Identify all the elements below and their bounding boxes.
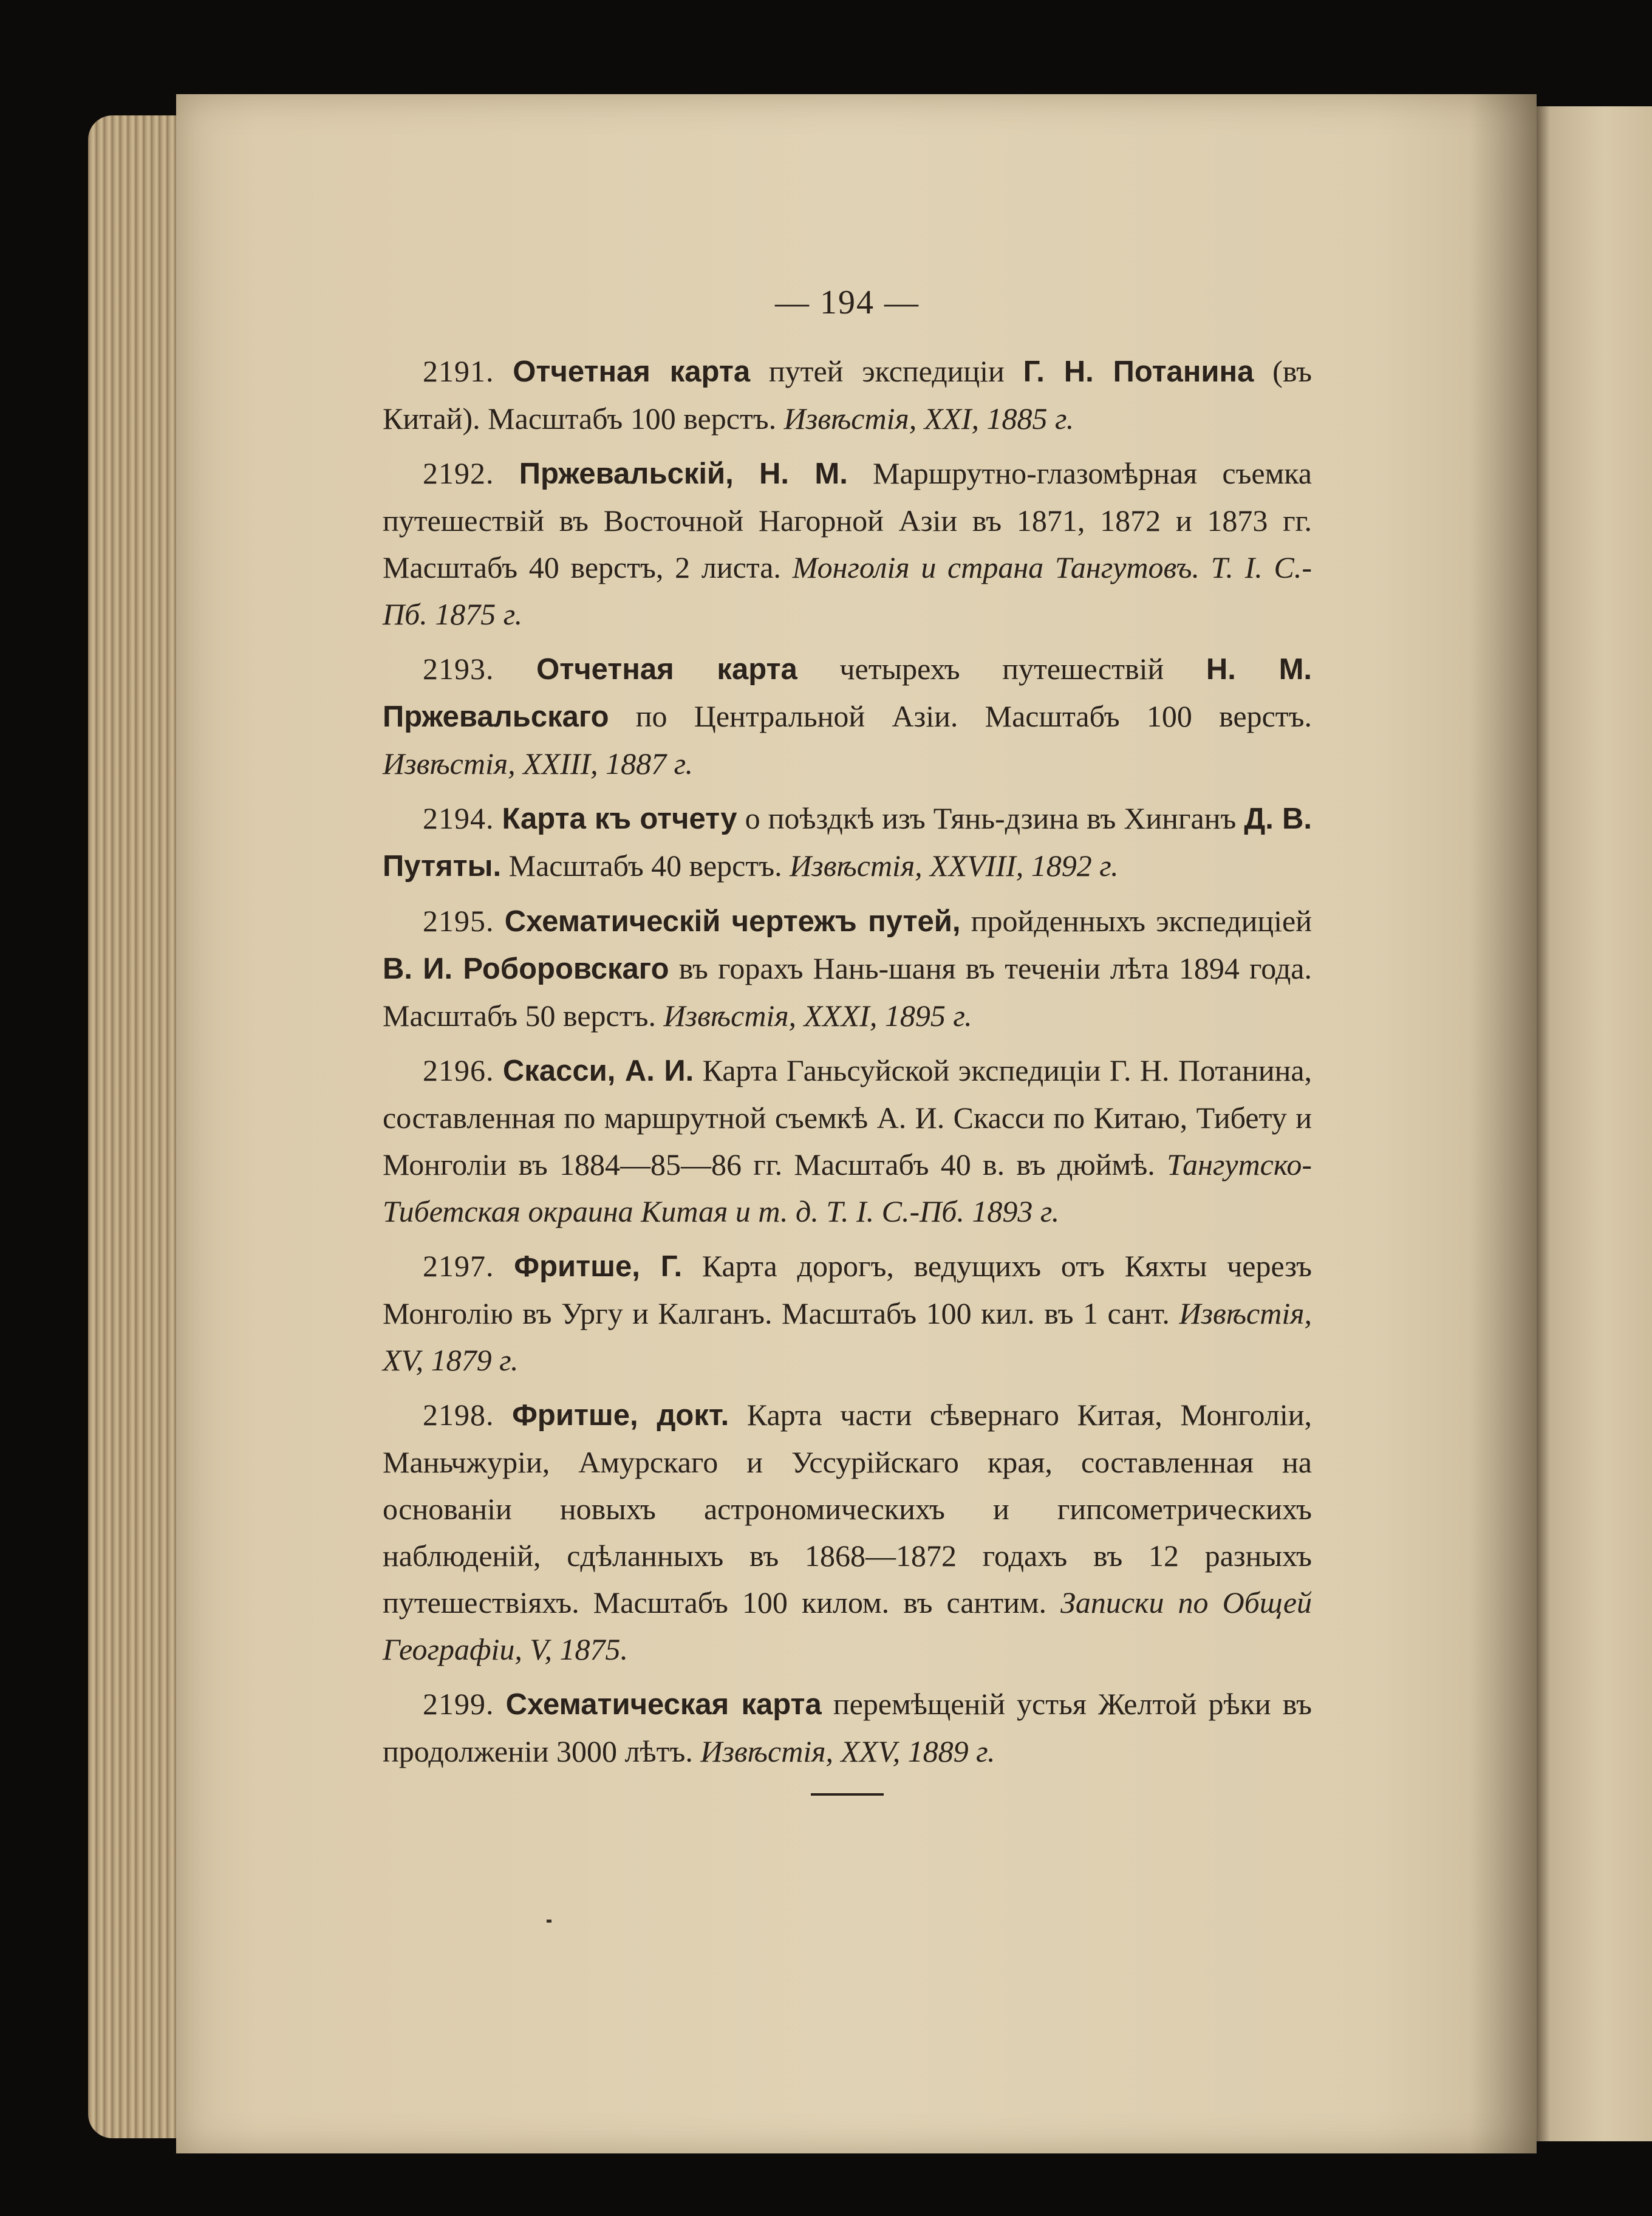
entry-2191: [383, 348, 1312, 442]
entry-text: путей экспедиціи: [768, 354, 1005, 388]
entry-author: Д. В. Путяты.: [383, 802, 1312, 883]
entry-number: 2197.: [423, 1249, 494, 1283]
entry-number: 2194.: [423, 801, 494, 835]
entry-source: Монголія и страна Тангутовъ. Т. І. С.-Пб. 1875 г.: [383, 550, 1312, 631]
entry-source: Извѣстія, XXXI, 1895 г.: [663, 999, 972, 1033]
entry-author: В. И. Роборовскаго: [383, 952, 669, 985]
entry-author: Пржевальскій, Н. М.: [519, 457, 848, 490]
entry-2196: [383, 1047, 1312, 1235]
entry-number: 2192.: [423, 456, 494, 490]
entry-2195: [383, 898, 1312, 1039]
entry-text: Маршрутно-глазомѣрная съемка путешествій въ Восточной Нагорной Азіи въ 1871, 1872 и 1873 гг. Масштабъ 40 верстъ, 2 листа.: [383, 456, 1312, 584]
entry-number: 2195.: [423, 904, 494, 938]
entry-title: Отчетная карта: [536, 653, 797, 686]
entry-number: 2199.: [423, 1687, 494, 1721]
entry-text: (въ Китай). Масштабъ 100 верстъ.: [383, 354, 1312, 436]
entry-2194: [383, 795, 1312, 890]
closing-rule: [811, 1793, 884, 1796]
entry-author: Фритше, докт.: [512, 1399, 729, 1432]
entry-title: Карта къ отчету: [502, 802, 737, 835]
entry-text: по Центральной Азіи. Масштабъ 100 верстъ.: [635, 699, 1312, 733]
entry-number: 2193.: [423, 652, 494, 686]
entry-text: Карта Ганьсуйской экспедиціи Г. Н. Потанина, составленная по маршрутной съемкѣ А. И. Скасси по Китаю, Тибету и Монголіи въ 1884—85—86 гг. Масштабъ 40 в. въ дюймѣ.: [383, 1053, 1312, 1182]
entry-2197: [383, 1243, 1312, 1384]
gutter-shadow: [1470, 94, 1537, 2153]
entry-text: перемѣщеній устья Желтой рѣки въ продолженіи 3000 лѣтъ.: [383, 1687, 1312, 1768]
entry-source: Тангутско-Тибетская окраина Китая и т. д. Т. I. С.-Пб. 1893 г.: [383, 1147, 1312, 1228]
entry-text: Карта дорогъ, ведущихъ отъ Кяхты черезъ Монголію въ Ургу и Калганъ. Масштабъ 100 кил. въ 1 сант.: [383, 1249, 1312, 1330]
entry-2198: [383, 1392, 1312, 1673]
entry-text: о поѣздкѣ изъ Тянь-дзина въ Хинганъ: [745, 801, 1237, 835]
entry-title: Схематическій чертежъ путей,: [504, 905, 961, 938]
page-text: [383, 279, 1312, 1796]
entry-title: Схематическая карта: [505, 1688, 822, 1721]
entry-number: 2196.: [423, 1053, 494, 1087]
entry-2199: [383, 1681, 1312, 1775]
entry-text: въ горахъ Нань-шаня въ теченіи лѣта 1894 года. Масштабъ 50 верстъ.: [383, 951, 1312, 1033]
entry-source: Извѣстія, XXV, 1889 г.: [700, 1734, 995, 1768]
entry-author: Фритше, Г.: [514, 1250, 683, 1283]
entry-number: 2198.: [423, 1398, 494, 1432]
entry-text: четырехъ путешествій: [839, 652, 1164, 686]
entry-source: Извѣстія, XXVIII, 1892 г.: [790, 849, 1119, 883]
entry-author: Скасси, А. И.: [502, 1055, 694, 1087]
entry-source: Извѣстія, XXI, 1885 г.: [783, 402, 1074, 436]
entry-2192: [383, 450, 1312, 638]
entry-source: Извѣстія, XXIII, 1887 г.: [383, 747, 693, 781]
entry-author: Г. Н. Потанина: [1023, 355, 1254, 388]
entry-text: Масштабъ 40 верстъ.: [508, 849, 782, 883]
page-number: — 194 —: [775, 284, 920, 321]
entry-text: Карта части сѣвернаго Китая, Монголіи, Маньчжуріи, Амурскаго и Уссурійскаго края, составленная на основаніи новыхъ астрономическихъ и гипсометрическихъ наблюденій, сдѣланныхъ въ 1868—1872 годахъ въ 12 разныхъ путешествіяхъ. Масштабъ 100 килом. въ сантим.: [383, 1398, 1312, 1619]
entry-title: Отчетная карта: [513, 355, 751, 388]
entry-2193: [383, 646, 1312, 787]
entry-source: Записки по Общей Географіи, V, 1875.: [383, 1585, 1312, 1666]
ink-speck: [547, 1920, 551, 1923]
entry-author: Н. М. Пржевальскаго: [383, 653, 1312, 733]
entry-text: пройденныхъ экспедиціей: [971, 904, 1312, 938]
entry-source: Извѣстія, XV, 1879 г.: [383, 1296, 1312, 1377]
entry-number: 2191.: [423, 354, 494, 388]
next-page-edge: [1534, 106, 1652, 2141]
